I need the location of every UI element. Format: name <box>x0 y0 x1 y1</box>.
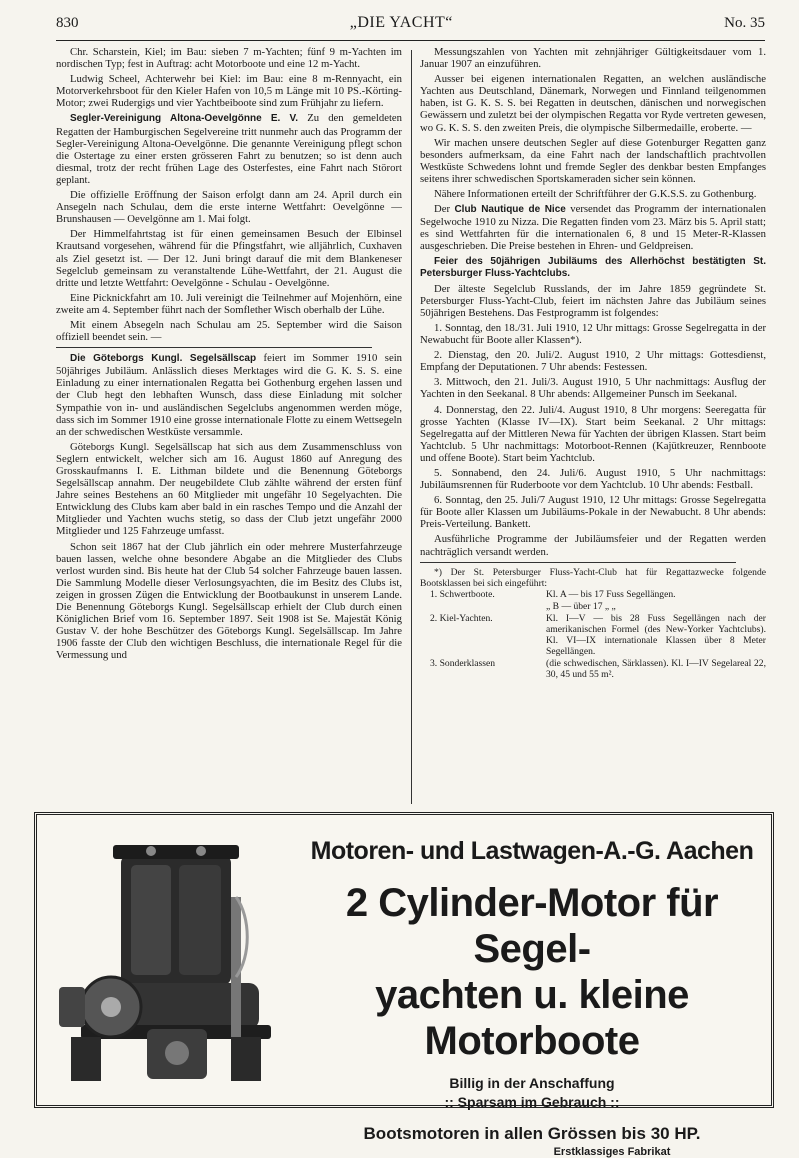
page-number: 830 <box>56 15 79 31</box>
journal-title: „DIE YACHT“ <box>349 14 453 31</box>
paragraph: Eine Picknickfahrt am 10. Juli vereinigt die Teilnehmer auf Mojenhörn, eine zweite am 4. September führt nach der Somflether Wisch oberhalb der Lühe. <box>56 291 402 316</box>
table-row: „ B — über 17 „ „ <box>546 600 616 612</box>
footnote: *) Der St. Petersburger Fluss-Yacht-Club hat für Regattazwecke folgende Bootsklassen bei sich eingeführt: <box>420 566 766 589</box>
left-column <box>56 46 402 804</box>
table-row: 2. Kiel-Yachten. Kl. I—V — bis 28 Fuss Segellängen nach der amerikanischen Formel (des New-Yorker Yachtclubs). Kl. VI—IX internationale Klassen über 8 Meter Segellängen. <box>430 612 766 657</box>
section-lead: Segler-Vereinigung Altona-Oevelgönne E. V. <box>70 113 299 125</box>
ad-headline: 2 Cylinder-Motor für Segel- <box>345 881 719 971</box>
paragraph: Messungszahlen von Yachten mit zehnjähriger Gültigkeitsdauer vom 1. Januar 1907 an einzuführen. <box>420 46 766 71</box>
ad-footer: Erstklassiges Fabrikat <box>553 1146 671 1158</box>
section-lead: Die Göteborgs Kungl. Segelsällscap <box>70 353 257 365</box>
header-rule <box>56 40 765 41</box>
ad-subline: Bootsmotoren in allen Grössen bis 30 HP. <box>363 1124 701 1143</box>
ad-tagline: Billig in der Anschaffung <box>449 1075 615 1091</box>
table-row: 1. Schwertboote. Kl. A — bis 17 Fuss Segellängen. <box>430 588 676 600</box>
column-divider <box>411 50 412 804</box>
page-header <box>56 14 765 38</box>
paragraph: Ludwig Scheel, Achterwehr bei Kiel: im Bau: eine 8 m-Rennyacht, ein Motorverkehrsboot für den Kieler Hafen von 10,5 m Länge mit 10 PS.-Körting-Motor; zwei Rudergigs und vier Yachtbeiboote sind zum Frühjahr zu liefern. <box>56 73 402 110</box>
program-item: 1. Sonntag, den 18./31. Juli 1910, 12 Uhr mittags: Grosse Segelregatta in der Newabucht für Boote aller Klassen*). <box>420 321 766 347</box>
boat-class-table <box>420 589 766 681</box>
paragraph: Göteborgs Kungl. Segelsällscap hat sich aus dem Zusammenschluss von Seglern entwickelt, welcher sich am 16. August 1860 auf Anregung des Grosskaufmanns I. E. Lithman bildete und die Benennung Göteborgs Segelsällscap annahm. Der neugebildete Club zählte während der ersten fünf Jahre seines Bestehens an 60 Mitglieder mit ungefähr 10 Segelyachten. Die Entwicklung des Clubs kam aber bald in ein rasches Tempo und die Anzahl der Mitglieder und Yachten wuchs stetig, so dass der Club jetzt ungefähr 2000 Mitglieder und 125 Fahrzeuge umfasst. <box>56 440 402 538</box>
paragraph: Der Himmelfahrtstag ist für einen gemeinsamen Besuch der Elbinsel Krautsand vorgesehen, während für die Pfingstfahrt, wie alljährlich, Cuxhaven als Ziel gesetzt ist. — Der 12. Juni bringt darauf die mit dem Blankeneser Segelclub gemeinsam zu veranstaltende Lühe-Wettfahrt, der 21. August die dritte und letzte Wettfahrt: Oevelgönne - Schulau - Oevelgönne. <box>56 228 402 289</box>
paragraph: Ausser bei eigenen internationalen Regatten, an welchen ausländische Yachten aus Deutschland, Dänemark, Norwegen und Finnland teilgenommen haben, ist G. K. S. S. bei Regatten in deutschen, dänischen und norwegischen Gewässern und zuletzt bei der olympischen Regatta vor Ryde vertreten gewesen, wo G. K. S. S. den zweiten Preis, die olympische Silbermedaille, eroberte. — <box>420 73 766 134</box>
paragraph: Nähere Informationen erteilt der Schriftführer der G.K.S.S. zu Gothenburg. <box>434 188 757 201</box>
advertisement <box>34 812 774 1158</box>
section-title: Feier des 50jährigen Jubiläums des Allerhöchst bestätigten St. Petersburger Fluss-Yachtclubs. <box>420 255 766 279</box>
program-item: 6. Sonntag, den 25. Juli/7 August 1910, 12 Uhr mittags: Grosse Segelregatta für Boote aller Klassen um Jubiläums-Pokale in der Newabucht. 8 Uhr abends: Preis-Verteilung. Bankett. <box>420 494 766 531</box>
ad-text <box>295 819 769 1158</box>
right-column <box>420 46 766 804</box>
program-item: 4. Donnerstag, den 22. Juli/4. August 1910, 8 Uhr morgens: Seeregatta für grosse Yachten (Klasse IV—IX). Start beim Seekanal. 2 Uhr mittags: Segelregatta auf der Mittleren Newa für Yachten der übrigen Klassen. Start beim Yachtclub. 5 Uhr nachmittags: Motorboot-Rennen (Kajütkreuzer, Rennboote und offene Boote). Start beim Yachtclub. <box>420 403 766 464</box>
table-row: 3. Sonderklassen (die schwedischen, Särklassen). Kl. I—IV Segelareal 22, 30, 45 und 55 m². <box>430 657 766 680</box>
ad-company: Motoren- und Lastwagen-A.-G. Aachen <box>310 837 754 865</box>
footnote-divider <box>420 562 736 563</box>
paragraph: Wir machen unsere deutschen Segler auf diese Gotenburger Regatten ganz besonders aufmerksam, da eine Fahrt nach der landschaftlich prachtvollen Westküste Schwedens lohnt und fremde Segler des denkbar besten Empfanges seitens ihrer schwedischen Sportskameraden sicher sein können. <box>420 136 766 185</box>
paragraph: Mit einem Absegeln nach Schulau am 25. September wird die Saison offiziell beendet sein. — <box>56 318 402 344</box>
paragraph: Die offizielle Eröffnung der Saison erfolgt dann am 24. April durch ein Ansegeln nach Schulau, dem die erste interne Wettfahrt: Oevelgönne — Brunshausen — Oevelgönne am 1. Mai folgt. <box>56 189 402 226</box>
ad-tagline: :: Sparsam im Gebrauch :: <box>444 1094 620 1110</box>
program-item: 5. Sonnabend, den 24. Juli/6. August 1910, 5 Uhr nachmittags: Jubiläumsrennen für Ruderboote vor dem Yachtclub. 10 Uhr abends: Festball. <box>420 467 766 492</box>
paragraph: Segler-Vereinigung Altona-Oevelgönne E. V. Zu den gemeldeten Regatten der Hamburgischen Segelvereine tritt nunmehr auch das Programm der Segler-Vereinigung Altona-Oevelgönne. Die genannte Vereinigung pflegt schon die Ostertage zu einer ersten grösseren Fahrt zu benutzen; so ist denn auch diesmal, trotz der recht frühen Lage des Osterfestes, eine Fahrt nach Störort geplant. <box>56 112 402 186</box>
section-lead: Club Nautique de Nice <box>454 204 566 216</box>
program-item: 3. Mittwoch, den 21. Juli/3. August 1910, 5 Uhr nachmittags: Ausflug der Yachten in den Seekanal. 8 Uhr abends: Allgemeiner Punsch im Seekanal. <box>420 376 766 401</box>
paragraph: Ausführliche Programme der Jubiläumsfeier und der Regatten werden nachträglich versandt werden. <box>420 533 766 558</box>
section-divider <box>56 347 372 348</box>
paragraph: Der älteste Segelclub Russlands, der im Jahre 1859 gegründete St. Petersburger Fluss-Yacht-Club, feiert im nächsten Jahre das Jubiläum seines 50jährigen Bestehens. Das Festprogramm ist folgendes: <box>420 282 766 319</box>
paragraph: Der Club Nautique de Nice versendet das Programm der internationalen Segelwoche 1910 zu Nizza. Die Regatten finden vom 23. März bis 5. April statt; es sind Wettfahrten für die internationalen 6, 8 und 15 Meter-R-Klassen ausgeschrieben. Die Preise bestehen in Ehren- und Geldpreisen. <box>420 203 766 253</box>
paragraph: Schon seit 1867 hat der Club jährlich ein oder mehrere Musterfahrzeuge bauen lassen, welche ohne besondere Abgabe an die Mitglieder des Clubs verlost wurden sind. Bis heute hat der Club 54 solcher Fahrzeuge bauen lassen. Die Sammlung Modelle dieser Verlosungsyachten, die im Besitz des Clubs ist, zeigen in grossen Zügen die Entwicklung der Bootbaukunst in unserem Lande. Die Benennung Göteborgs Kungl. Segelsällscap erhielt der Club durch einen Königlichen Brief vom 16. September 1897. Seit 1908 ist Se. Majestät König Gustav V. der hohe Beschützer des Göteborgs Kungl. Segelsällscap. Im Jahre 1906 fasste der Club den wichtigen Beschluss, die internationale Regel für die Vermessung und <box>56 540 402 662</box>
program-item: 2. Dienstag, den 20. Juli/2. August 1910, 2 Uhr mittags: Gottesdienst, Empfang der Deputationen. 7 Uhr abends: Festessen. <box>420 349 766 374</box>
paragraph: Die Göteborgs Kungl. Segelsällscap feiert im Sommer 1910 sein 50jähriges Jubiläum. Anlässlich dieses Merktages wird die G. K. S. S. eine Einladung zu einer internationalen Regatta bei Gothenburg ergehen lassen und der Club hegt den lebhaften Wunsch, dass diese Einladung mit solcher Sympathie von in- und ausländischen Segelclubs angenommen werden möge, dass sich im Sommer 1910 eine grosse internationale Flotte zu einem Wettsegeln an der schwedischen Westküste versammle. <box>56 352 402 438</box>
paragraph: Chr. Scharstein, Kiel; im Bau: sieben 7 m-Yachten; fünf 9 m-Yachten im nordischen Typ; fest in Auftrag: acht Motorboote und eine 12 m-Yacht. <box>56 46 402 71</box>
ad-headline: yachten u. kleine Motorboote <box>375 973 689 1063</box>
issue-number: No. 35 <box>724 15 765 31</box>
engine-illustration-icon <box>51 837 283 1095</box>
